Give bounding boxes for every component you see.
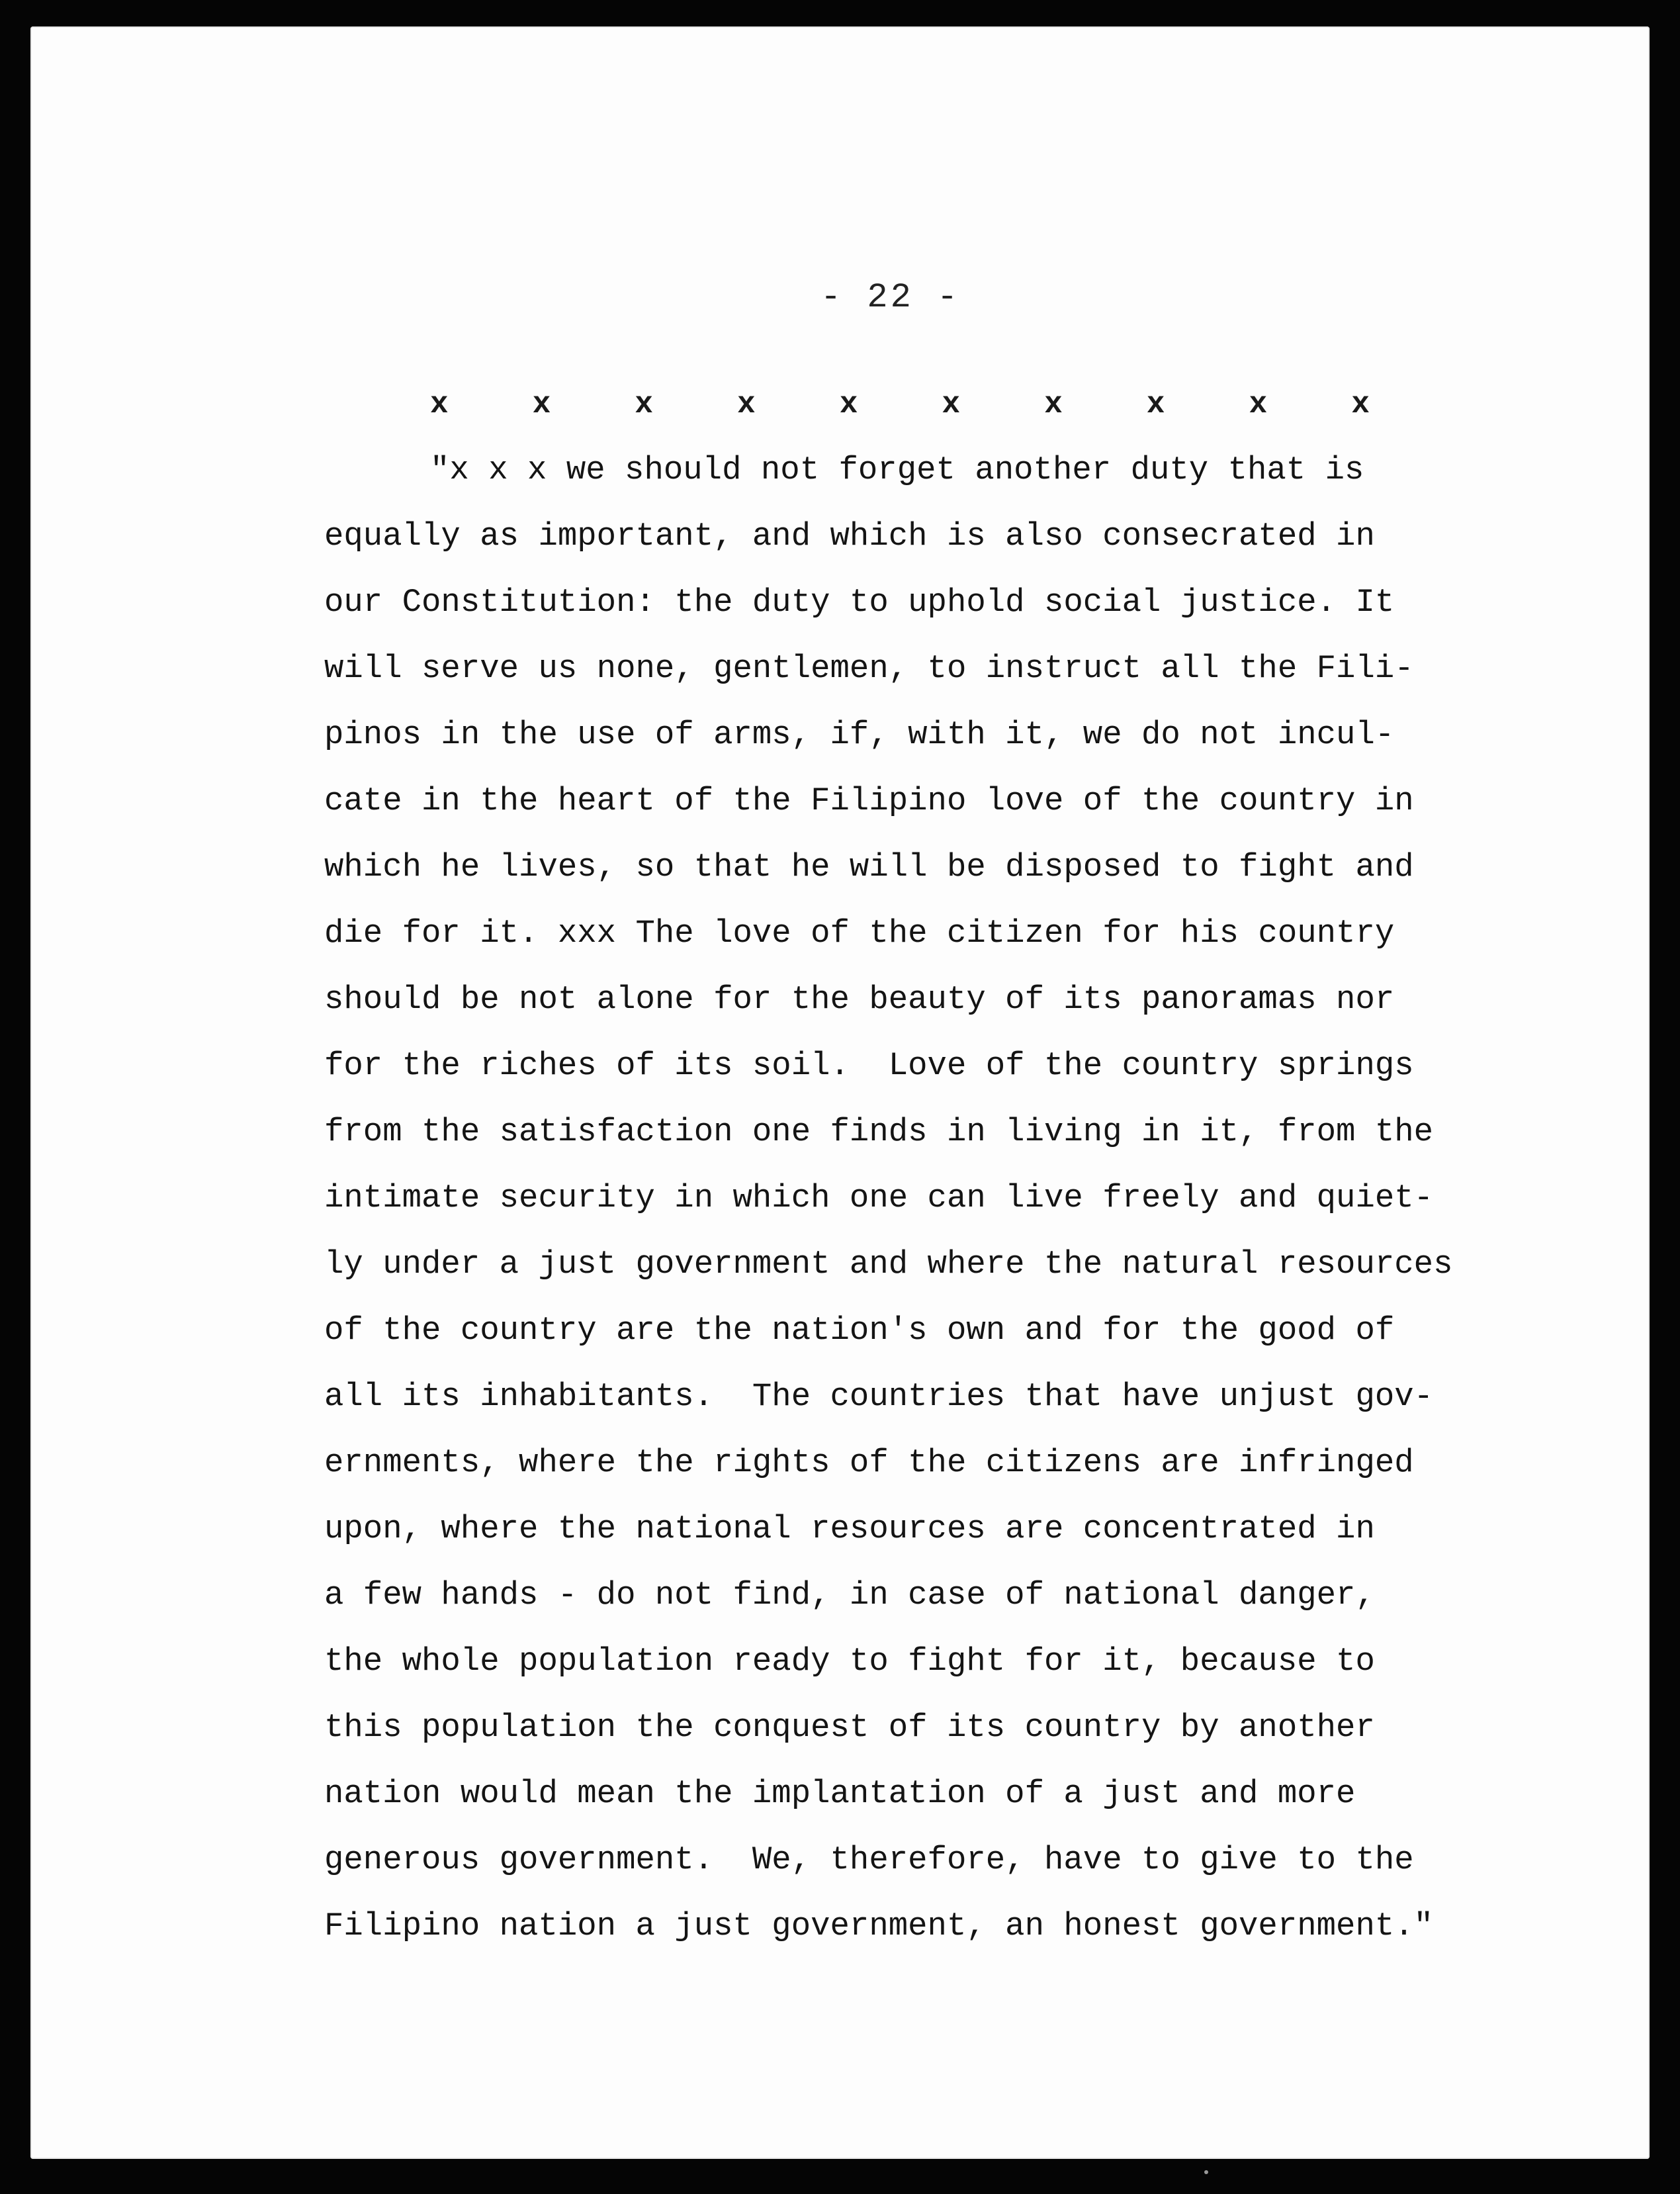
omission-mark: x [1249,387,1268,422]
omission-marks [430,387,1370,422]
text-line: generous government. We, therefore, have to give to the [324,1841,1414,1878]
text-line: cate in the heart of the Filipino love of the country in [324,782,1414,819]
page-number: - 22 - [820,278,961,317]
text-line: equally as important, and which is also consecrated in [324,518,1375,555]
text-line: "x x x we should not forget another duty that is [430,451,1364,488]
quoted-passage [324,449,1515,1971]
text-line: for the riches of its soil. Love of the country springs [324,1047,1414,1084]
text-line: nation would mean the implantation of a just and more [324,1775,1356,1812]
text-line: ly under a just government and where the natural resources [324,1246,1453,1283]
omission-mark: x [1351,387,1370,422]
text-line: die for it. xxx The love of the citizen for his country [324,915,1395,952]
scan-speck [1204,2170,1208,2174]
text-line: the whole population ready to fight for it, because to [324,1643,1375,1680]
text-line: should be not alone for the beauty of its panoramas nor [324,981,1395,1018]
text-line: pinos in the use of arms, if, with it, we do not incul- [324,716,1395,753]
omission-mark: x [942,387,961,422]
text-line: this population the conquest of its country by another [324,1709,1375,1746]
omission-mark: x [1146,387,1165,422]
text-line: upon, where the national resources are concentrated in [324,1510,1375,1547]
omission-mark: x [1044,387,1063,422]
text-line: our Constitution: the duty to uphold social justice. It [324,584,1395,621]
omission-mark: x [532,387,551,422]
text-line: Filipino nation a just government, an honest government." [324,1907,1434,1944]
omission-mark: x [737,387,756,422]
text-line: from the satisfaction one finds in living in it, from the [324,1113,1434,1150]
omission-mark: x [635,387,654,422]
text-line: all its inhabitants. The countries that have unjust gov- [324,1378,1434,1415]
omission-mark: x [430,387,449,422]
text-line: will serve us none, gentlemen, to instruct all the Fili- [324,650,1414,687]
text-line: a few hands - do not find, in case of national danger, [324,1577,1375,1614]
omission-mark: x [839,387,858,422]
text-line: which he lives, so that he will be disposed to fight and [324,848,1414,886]
text-line: intimate security in which one can live freely and quiet- [324,1179,1434,1216]
text-line: ernments, where the rights of the citizens are infringed [324,1444,1414,1481]
text-line: of the country are the nation's own and for the good of [324,1312,1395,1349]
